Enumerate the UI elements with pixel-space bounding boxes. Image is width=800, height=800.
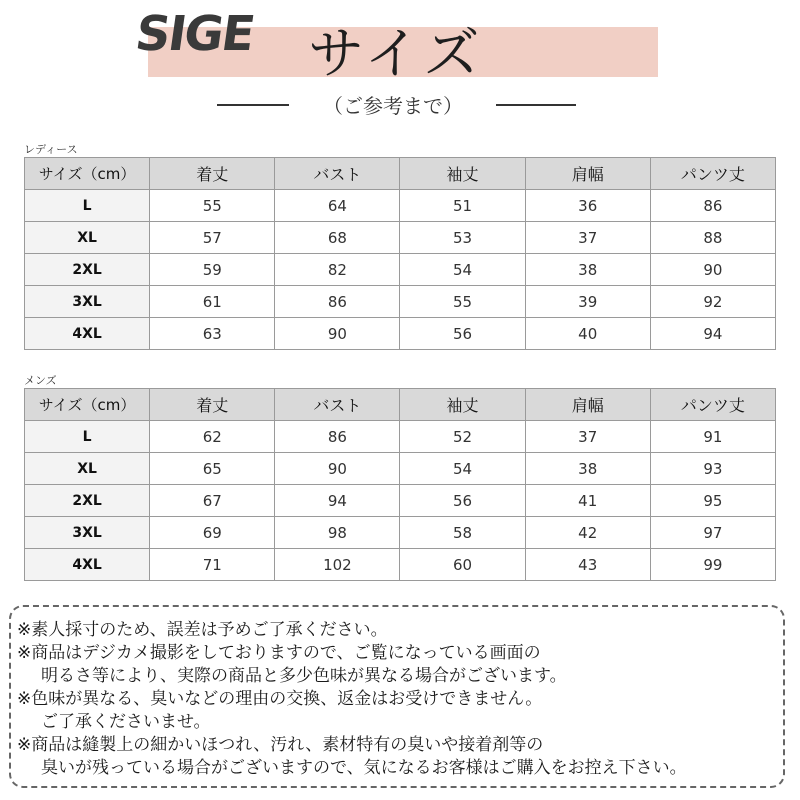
notes-box bbox=[9, 605, 785, 788]
size-cell: 4XL bbox=[25, 549, 150, 581]
measurement-cell: 94 bbox=[650, 318, 775, 350]
table-row bbox=[25, 254, 776, 286]
note-line: ※色味が異なる、臭いなどの理由の交換、返金はお受けできません。 bbox=[17, 689, 543, 709]
measurement-cell: 37 bbox=[525, 222, 650, 254]
column-header: サイズ（cm） bbox=[25, 158, 150, 190]
measurement-cell: 91 bbox=[650, 421, 775, 453]
measurement-cell: 82 bbox=[275, 254, 400, 286]
measurement-cell: 52 bbox=[400, 421, 525, 453]
measurement-cell: 60 bbox=[400, 549, 525, 581]
column-header: 袖丈 bbox=[400, 158, 525, 190]
table-row bbox=[25, 549, 776, 581]
measurement-cell: 38 bbox=[525, 453, 650, 485]
measurement-cell: 68 bbox=[275, 222, 400, 254]
measurement-cell: 99 bbox=[650, 549, 775, 581]
page-title: サイズ bbox=[308, 22, 484, 87]
measurement-cell: 53 bbox=[400, 222, 525, 254]
column-header: パンツ丈 bbox=[650, 389, 775, 421]
measurement-cell: 61 bbox=[150, 286, 275, 318]
measurement-cell: 95 bbox=[650, 485, 775, 517]
measurement-cell: 56 bbox=[400, 318, 525, 350]
size-cell: 3XL bbox=[25, 286, 150, 318]
measurement-cell: 36 bbox=[525, 190, 650, 222]
size-cell: L bbox=[25, 190, 150, 222]
column-header: バスト bbox=[275, 158, 400, 190]
measurement-cell: 55 bbox=[400, 286, 525, 318]
measurement-cell: 71 bbox=[150, 549, 275, 581]
measurement-cell: 42 bbox=[525, 517, 650, 549]
note-line: ※商品は縫製上の細かいほつれ、汚れ、素材特有の臭いや接着剤等の bbox=[17, 735, 544, 755]
measurement-cell: 54 bbox=[400, 453, 525, 485]
measurement-cell: 54 bbox=[400, 254, 525, 286]
measurement-cell: 40 bbox=[525, 318, 650, 350]
divider-right bbox=[496, 104, 576, 106]
measurement-cell: 58 bbox=[400, 517, 525, 549]
size-cell: 4XL bbox=[25, 318, 150, 350]
note-line: 明るさ等により、実際の商品と多少色味が異なる場合がございます。 bbox=[41, 666, 567, 686]
measurement-cell: 59 bbox=[150, 254, 275, 286]
measurement-cell: 86 bbox=[650, 190, 775, 222]
size-cell: XL bbox=[25, 453, 150, 485]
measurement-cell: 41 bbox=[525, 485, 650, 517]
measurement-cell: 88 bbox=[650, 222, 775, 254]
size-cell: XL bbox=[25, 222, 150, 254]
note-line: ※素人採寸のため、誤差は予めご了承ください。 bbox=[17, 620, 388, 640]
measurement-cell: 86 bbox=[275, 286, 400, 318]
measurement-cell: 98 bbox=[275, 517, 400, 549]
measurement-cell: 67 bbox=[150, 485, 275, 517]
table-row bbox=[25, 190, 776, 222]
measurement-cell: 69 bbox=[150, 517, 275, 549]
measurement-cell: 57 bbox=[150, 222, 275, 254]
measurement-cell: 56 bbox=[400, 485, 525, 517]
measurement-cell: 94 bbox=[275, 485, 400, 517]
page-header bbox=[0, 0, 800, 130]
note-line: ※商品はデジカメ撮影をしておりますので、ご覧になっている画面の bbox=[17, 643, 541, 663]
measurement-cell: 92 bbox=[650, 286, 775, 318]
mens-size-table bbox=[24, 388, 776, 581]
column-header: 肩幅 bbox=[525, 389, 650, 421]
column-header: 袖丈 bbox=[400, 389, 525, 421]
table-header-row bbox=[25, 389, 776, 421]
column-header: バスト bbox=[275, 389, 400, 421]
measurement-cell: 64 bbox=[275, 190, 400, 222]
table-row bbox=[25, 485, 776, 517]
table-header-row bbox=[25, 158, 776, 190]
measurement-cell: 90 bbox=[275, 453, 400, 485]
page-subtitle: （ご参考まで） bbox=[323, 94, 463, 118]
size-cell: L bbox=[25, 421, 150, 453]
measurement-cell: 97 bbox=[650, 517, 775, 549]
ladies-size-table bbox=[24, 157, 776, 350]
measurement-cell: 43 bbox=[525, 549, 650, 581]
column-header: 着丈 bbox=[150, 158, 275, 190]
measurement-cell: 38 bbox=[525, 254, 650, 286]
column-header: 肩幅 bbox=[525, 158, 650, 190]
note-line: 臭いが残っている場合がございますので、気になるお客様はご購入をお控え下さい。 bbox=[41, 758, 687, 778]
size-logo: SIGE bbox=[132, 6, 257, 62]
measurement-cell: 37 bbox=[525, 421, 650, 453]
size-cell: 3XL bbox=[25, 517, 150, 549]
measurement-cell: 39 bbox=[525, 286, 650, 318]
measurement-cell: 102 bbox=[275, 549, 400, 581]
measurement-cell: 90 bbox=[650, 254, 775, 286]
measurement-cell: 51 bbox=[400, 190, 525, 222]
measurement-cell: 86 bbox=[275, 421, 400, 453]
table-row bbox=[25, 453, 776, 485]
table-row bbox=[25, 222, 776, 254]
measurement-cell: 90 bbox=[275, 318, 400, 350]
table-row bbox=[25, 286, 776, 318]
column-header: サイズ（cm） bbox=[25, 389, 150, 421]
measurement-cell: 62 bbox=[150, 421, 275, 453]
measurement-cell: 63 bbox=[150, 318, 275, 350]
table-row bbox=[25, 318, 776, 350]
size-cell: 2XL bbox=[25, 485, 150, 517]
measurement-cell: 55 bbox=[150, 190, 275, 222]
mens-label: メンズ bbox=[24, 374, 57, 387]
note-line: ご了承くださいませ。 bbox=[41, 712, 211, 732]
column-header: パンツ丈 bbox=[650, 158, 775, 190]
measurement-cell: 93 bbox=[650, 453, 775, 485]
table-row bbox=[25, 517, 776, 549]
measurement-cell: 65 bbox=[150, 453, 275, 485]
size-cell: 2XL bbox=[25, 254, 150, 286]
divider-left bbox=[217, 104, 289, 106]
ladies-label: レディース bbox=[24, 143, 78, 156]
column-header: 着丈 bbox=[150, 389, 275, 421]
table-row bbox=[25, 421, 776, 453]
